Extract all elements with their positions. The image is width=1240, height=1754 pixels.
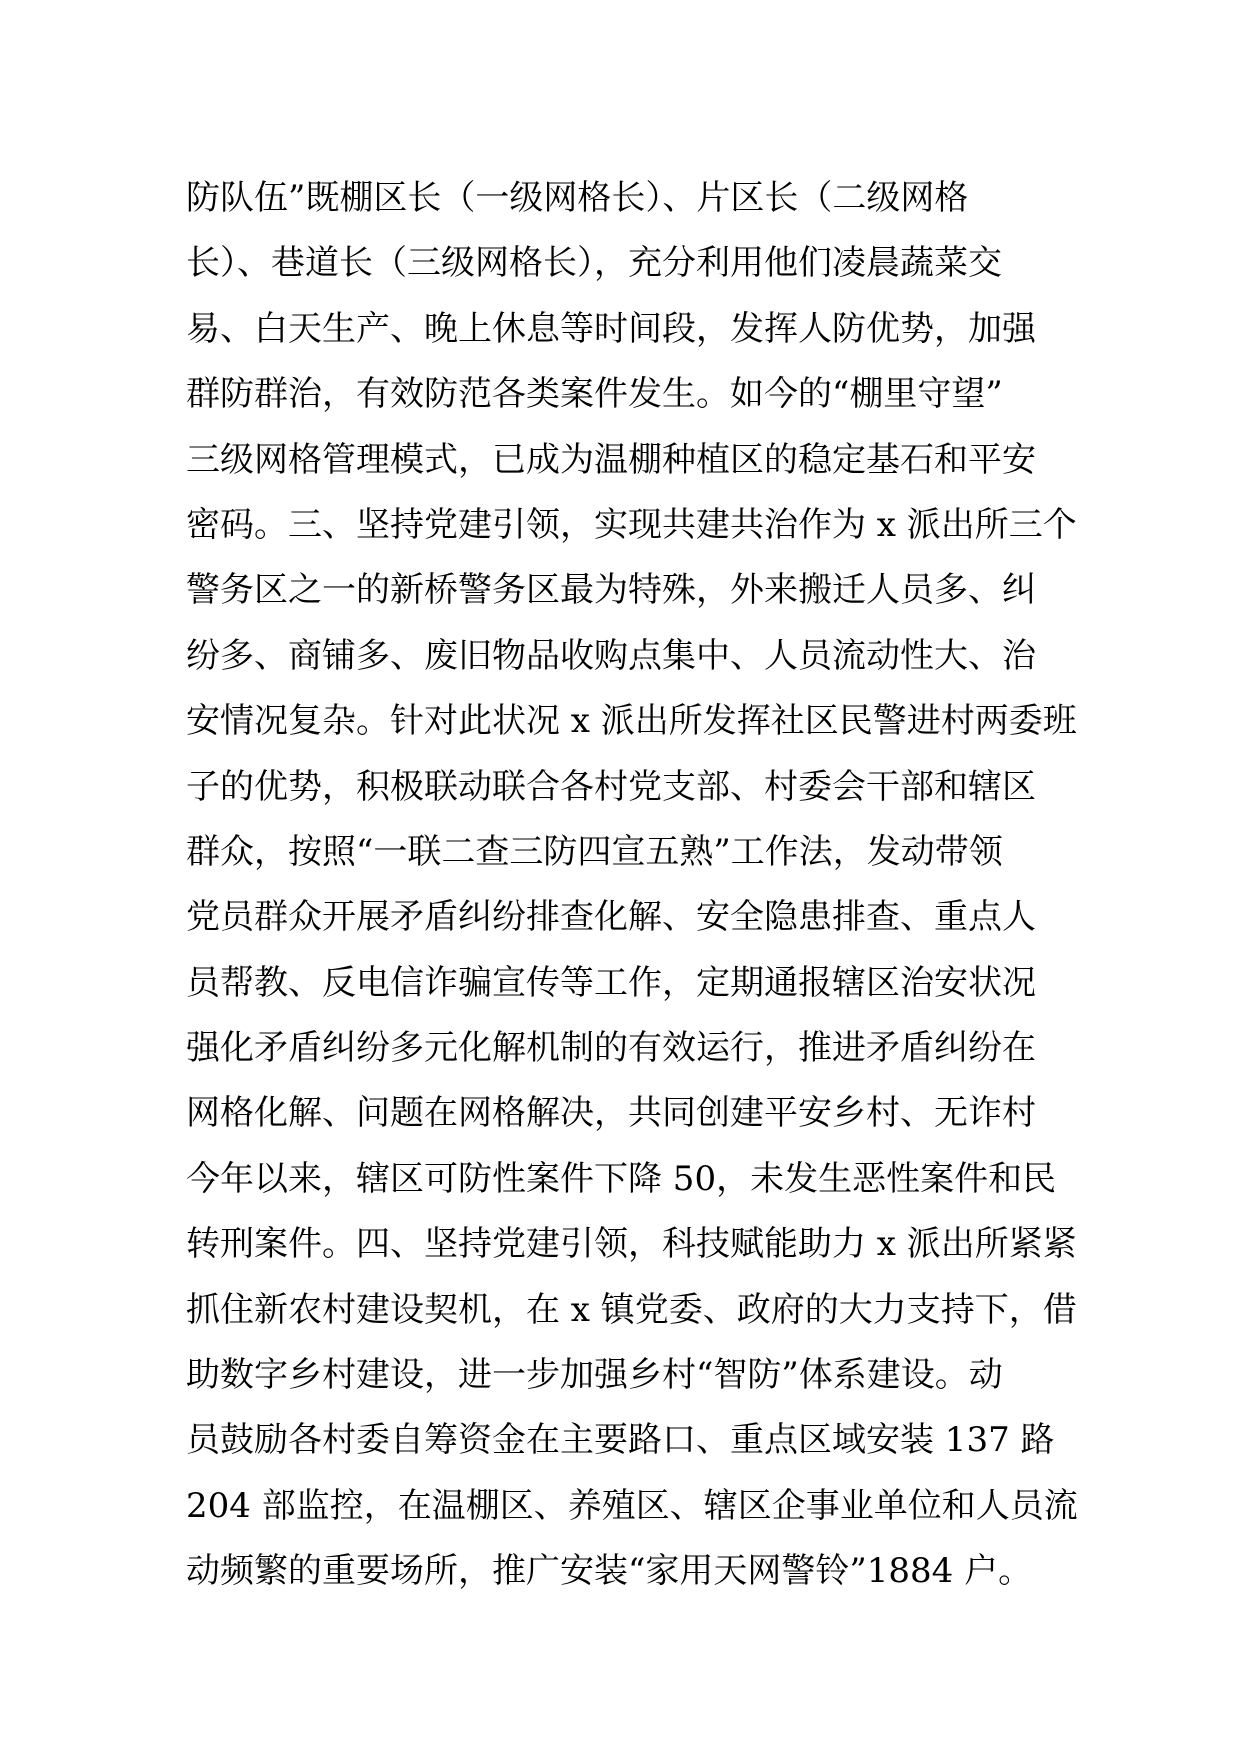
text-line: 长）、巷道长（三级网格长），充分利用他们凌晨蔬菜交 <box>186 243 1002 284</box>
text-line: 纷多、商铺多、废旧物品收购点集中、人员流动性大、治 <box>186 635 1036 676</box>
text-line: 安情况复杂。针对此状况 x 派出所发挥社区民警进村两委班 <box>186 701 1077 742</box>
text-line: 强化矛盾纠纷多元化解机制的有效运行，推进矛盾纠纷在 <box>186 1028 1036 1069</box>
text-line: 员鼓励各村委自筹资金在主要路口、重点区域安装 137 路 <box>186 1420 1055 1461</box>
text-line: 员帮教、反电信诈骗宣传等工作，定期通报辖区治安状况 <box>186 962 1036 1003</box>
text-line: 抓住新农村建设契机，在 x 镇党委、政府的大力支持下，借 <box>186 1289 1077 1330</box>
text-line: 三级网格管理模式，已成为温棚种植区的稳定基石和平安 <box>186 439 1036 480</box>
text-line: 防队伍”既棚区长（一级网格长）、片区长（二级网格 <box>186 178 969 218</box>
text-line: 警务区之一的新桥警务区最为特殊，外来搬迁人员多、纠 <box>186 570 1036 611</box>
text-line: 204 部监控，在温棚区、养殖区、辖区企事业单位和人员流 <box>186 1485 1078 1526</box>
text-line: 动频繁的重要场所，推广安装“家用天网警铃”1884 户。 <box>186 1551 1033 1592</box>
text-line: 助数字乡村建设，进一步加强乡村“智防”体系建设。动 <box>186 1355 1003 1396</box>
text-line: 子的优势，积极联动联合各村党支部、村委会干部和辖区 <box>186 766 1036 807</box>
text-line: 网格化解、问题在网格解决，共同创建平安乡村、无诈村 <box>186 1093 1036 1134</box>
text-line: 党员群众开展矛盾纠纷排查化解、安全隐患排查、重点人 <box>186 897 1036 938</box>
text-line: 易、白天生产、晚上休息等时间段，发挥人防优势，加强 <box>186 308 1036 349</box>
body-text <box>186 166 1086 1605</box>
text-line: 转刑案件。四、坚持党建引领，科技赋能助力 x 派出所紧紧 <box>186 1224 1077 1265</box>
text-line: 群防群治，有效防范各类案件发生。如今的“棚里守望” <box>186 374 1003 415</box>
text-line: 密码。三、坚持党建引领，实现共建共治作为 x 派出所三个 <box>186 504 1077 545</box>
text-line: 群众，按照“一联二查三防四宣五熟”工作法，发动带领 <box>186 831 1003 872</box>
text-line: 今年以来，辖区可防性案件下降 50，未发生恶性案件和民 <box>186 1158 1057 1199</box>
